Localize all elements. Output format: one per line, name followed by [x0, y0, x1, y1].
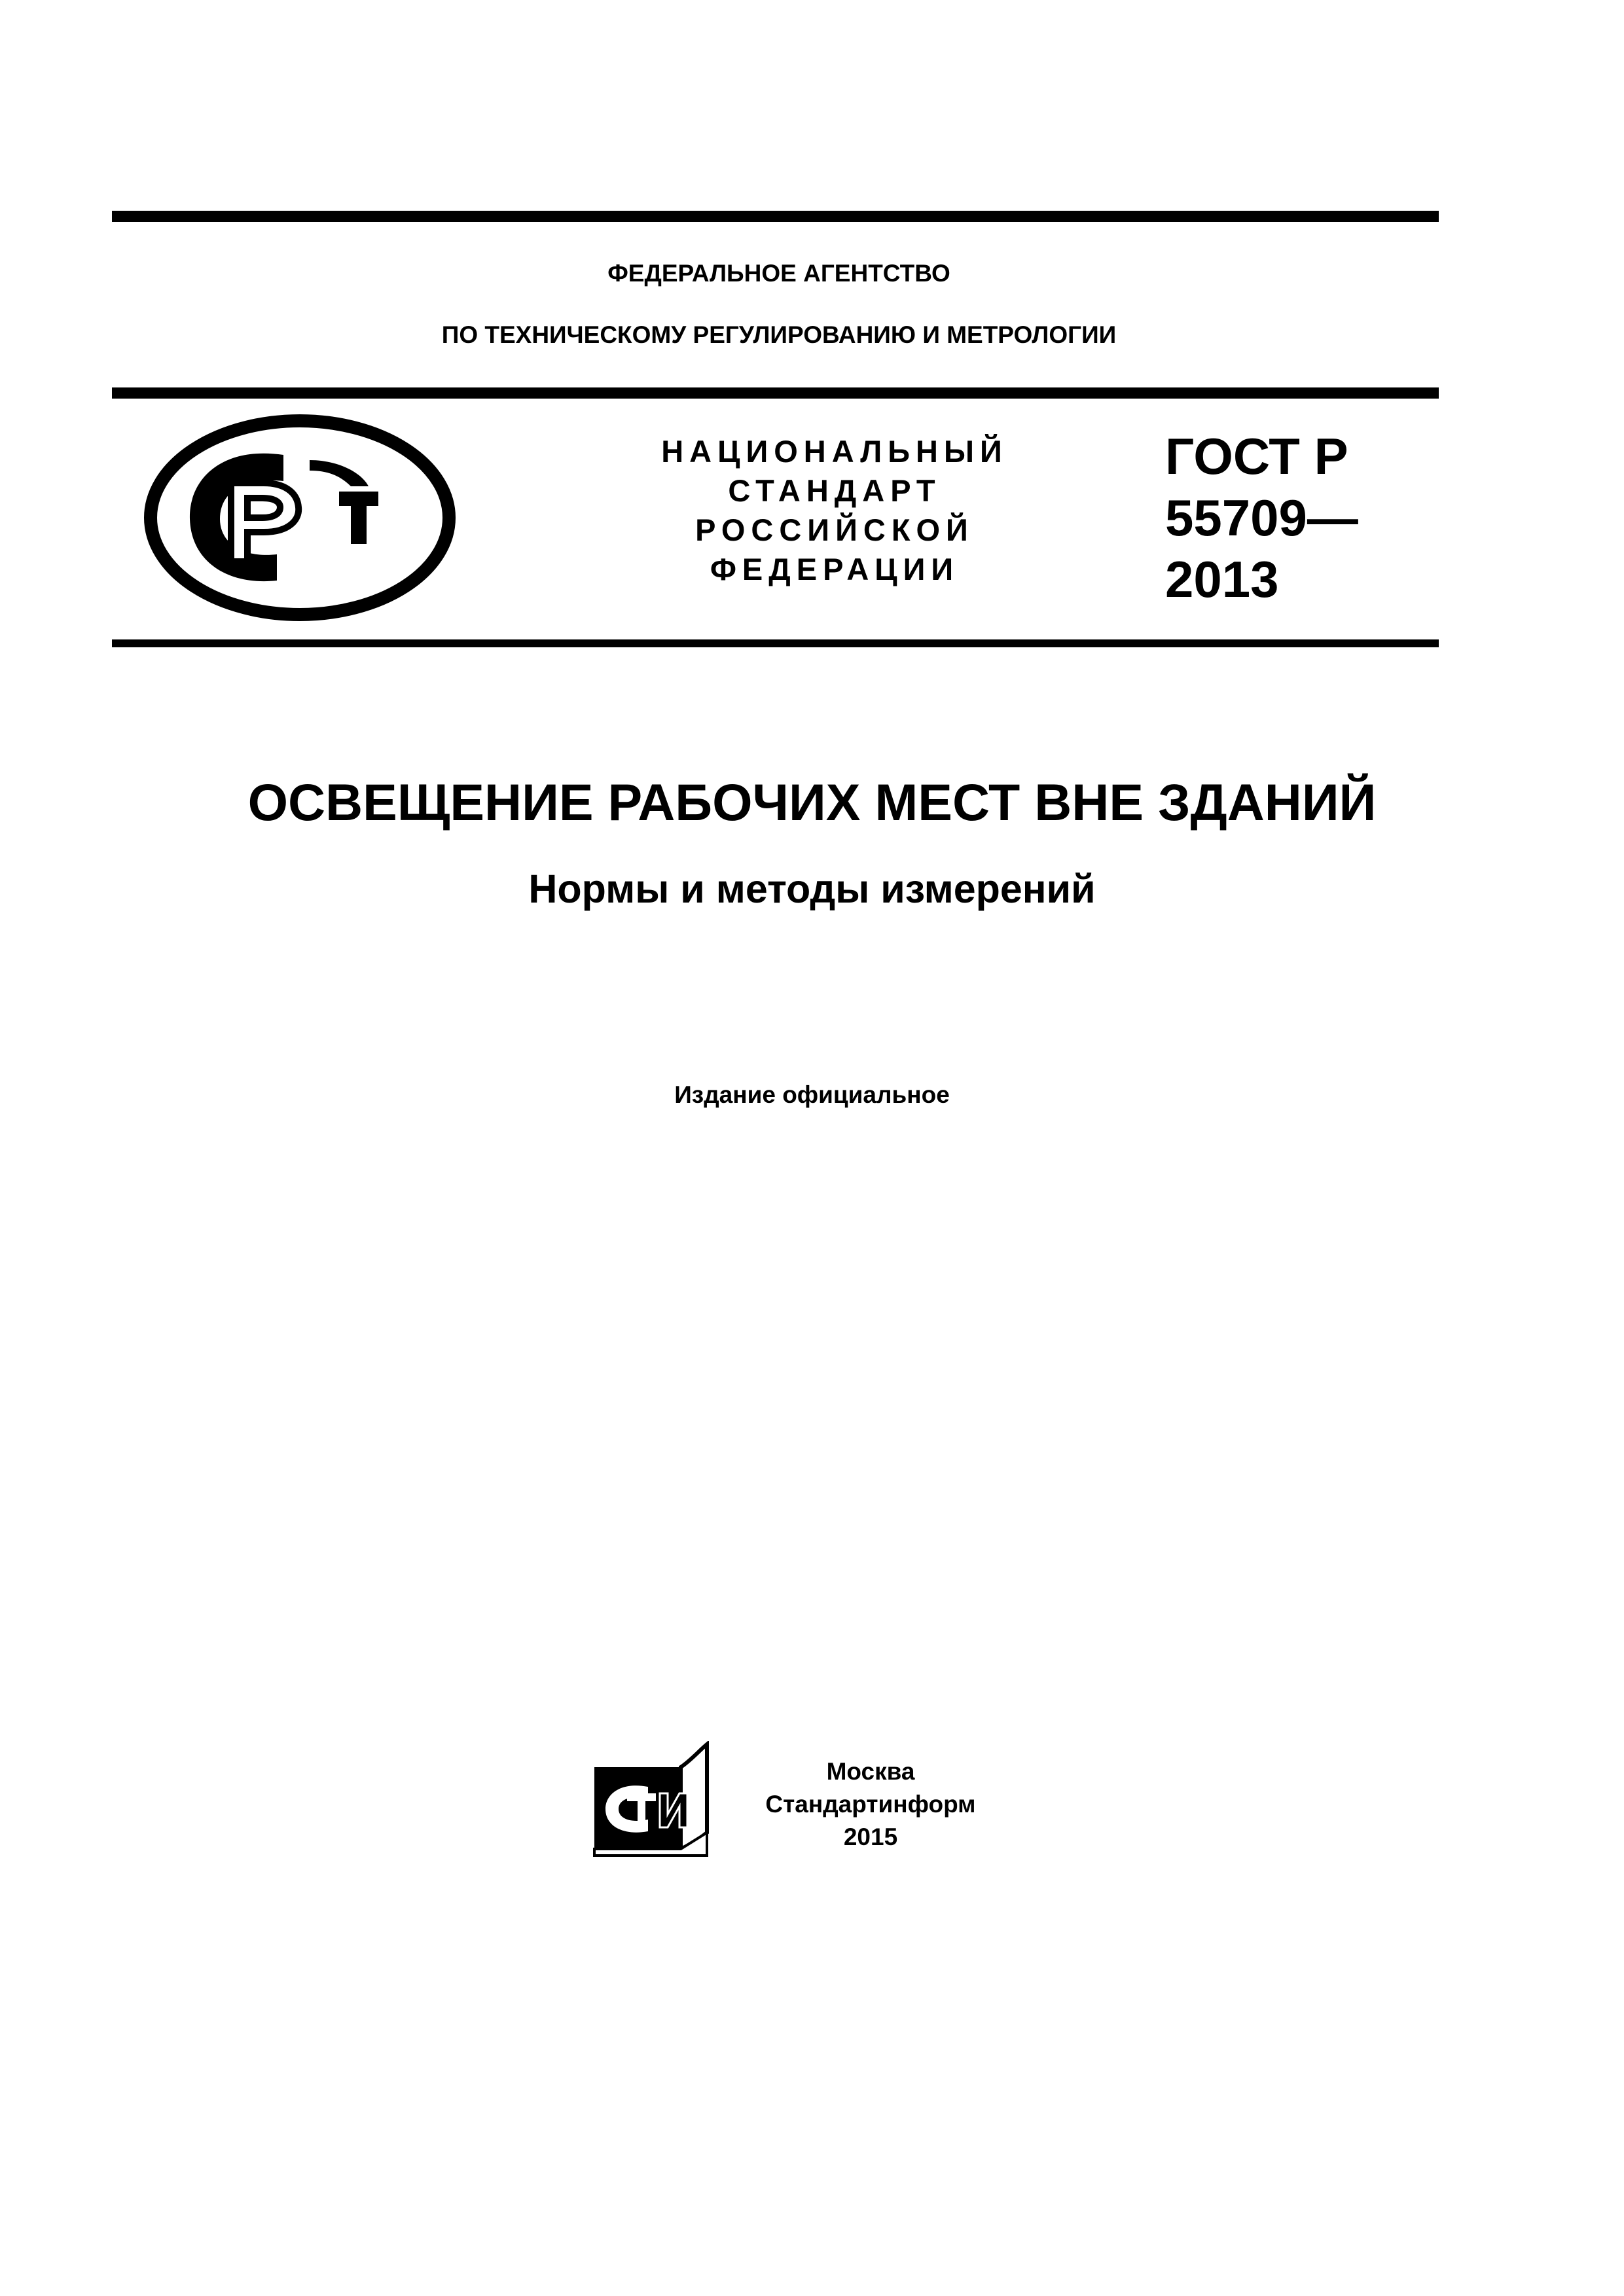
designation-line-3: 2013 — [1165, 550, 1279, 608]
publisher-city: Москва — [826, 1758, 915, 1785]
publication-year: 2015 — [843, 1823, 898, 1850]
national-standard-line-2: СТАНДАРТ — [728, 473, 941, 508]
agency-name-line-1: ФЕДЕРАЛЬНОЕ АГЕНТСТВО — [607, 260, 950, 287]
top-rule — [112, 211, 1439, 222]
designation-line-2: 55709— — [1165, 489, 1358, 547]
publisher-name: Стандартинформ — [765, 1791, 976, 1818]
edition-note: Издание официальное — [674, 1081, 950, 1108]
agency-name-line-2: ПО ТЕХНИЧЕСКОМУ РЕГУЛИРОВАНИЮ И МЕТРОЛОГИИ — [441, 321, 1117, 348]
document-title: ОСВЕЩЕНИЕ РАБОЧИХ МЕСТ ВНЕ ЗДАНИЙ — [247, 773, 1377, 831]
national-standard-line-3: РОССИЙСКОЙ — [695, 512, 974, 547]
national-standard-line-4: ФЕДЕРАЦИИ — [710, 552, 960, 586]
designation-line-1: ГОСТ Р — [1165, 427, 1348, 485]
standard-designation — [1165, 425, 1358, 610]
header-rule — [112, 387, 1439, 399]
document-subtitle: Нормы и методы измерений — [528, 867, 1096, 911]
standartinform-logo-icon — [583, 1741, 710, 1859]
rst-certification-mark-icon — [143, 414, 457, 621]
national-standard-line-1: НАЦИОНАЛЬНЫЙ — [661, 434, 1008, 469]
publisher-imprint — [733, 1755, 1008, 1854]
national-standard-label — [589, 432, 1080, 589]
header-bottom-rule — [112, 639, 1439, 647]
